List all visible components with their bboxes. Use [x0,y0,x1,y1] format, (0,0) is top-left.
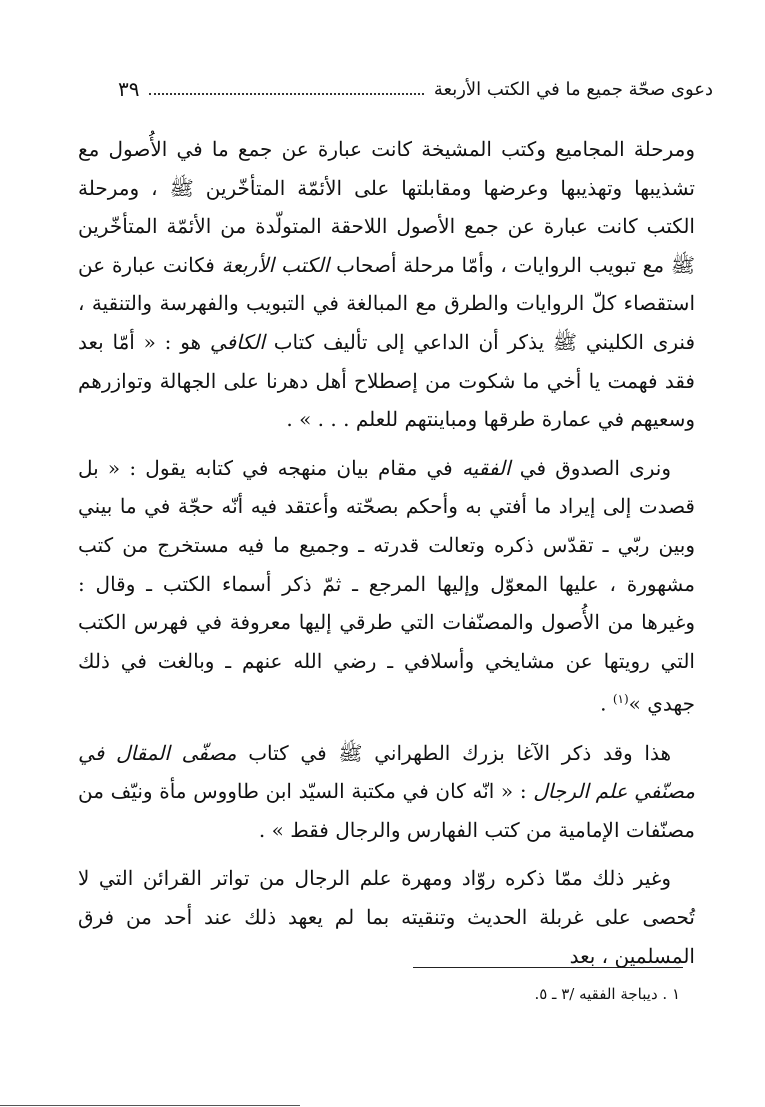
leader-dots [149,92,423,95]
footnote: ١ . ديباجة الفقيه /٣ ـ ٥. [534,985,680,1003]
page-header [118,72,713,106]
paragraph [78,859,695,975]
main-text [78,130,695,975]
text-run: ومرحلة المجاميع وكتب المشيخة كانت عبارة عن جمع ما في الأُصول مع تشذيبها وتهذيبها وعرضها ومقابلتها على الأئمّة المتأخّرين ﷺ ، ومرحلة الكتب كانت عبارة عن جمع الأصول اللاحقة المتولّدة من الأئمّة المتأخّرين ﷺ مع تبويب الروايات ، وأمّا مرحلة أصحاب [78,137,695,277]
footnote-marker: (١) [612,692,629,707]
text-run: . [600,691,613,716]
paragraph [78,130,695,439]
bottom-edge-line [0,1105,300,1106]
italic-title: الكتب الأربعة [221,252,330,277]
text-run: هو : « أمّا بعد فقد فهمت يا أخي ما شكوت من إصطلاح أهل دهرنا على الجهالة وتوازرهم وسعيهم في عمارة طرقها ومباينتهم للعلم . . . » . [78,329,695,432]
footnote-separator [413,967,683,968]
text-run: في مقام بيان منهجه في كتابه يقول : « بل قصدت إلى إيراد ما أفتي به وأحكم بصحّته وأعتقد فيه أنّه حجّة في ما بيني وبين ربّي ـ تقدّس ذكره وتعالت قدرته ـ وجميع ما فيه مستخرج من كتب مشهورة ، عليها المعوّل وإليها المرجع ـ ثمّ ذكر أسماء الكتب ـ وقال : وغيرها من الأُصول والمصنّفات التي طرقي إليها معروفة في فهرس الكتب التي رويتها عن مشايخي وأسلافي ـ رضي الله عنهم ـ وبالغت في ذلك جهدي » [78,455,696,716]
paragraph [78,734,695,850]
paragraph [78,449,695,724]
text-run: فكانت عبارة عن استقصاء كلّ الروايات والطرق مع المبالغة في التبويب والفهرسة والتنقية ، فنرى الكليني ﷺ يذكر أن الداعي إلى تأليف كتاب [78,252,696,354]
italic-title: مصفّى المقال في مصنّفي علم الرجال [78,740,695,804]
text-run: : « انّه كان في مكتبة السيّد ابن طاووس مأة ونيّف من مصنّفات الإمامية من كتب الفهارس والرجال فقط » . [78,779,695,842]
page-number: ٣٩ [118,77,140,101]
italic-title: الفقيه [461,455,511,480]
text-run: ونرى الصدوق في [510,455,672,480]
running-title: دعوى صحّة جميع ما في الكتب الأربعة [433,78,713,100]
text-run: وغير ذلك ممّا ذكره روّاد ومهرة علم الرجال من تواتر القرائن التي لا تُحصى على غربلة الحديث وتنقيته بما لم يعهد ذلك عند أحد من فرق المسلمين ، بعد [78,866,695,968]
text-run: هذا وقد ذكر الآغا بزرك الطهراني ﷺ في كتاب [236,740,672,765]
italic-title: الكافي [209,329,265,354]
